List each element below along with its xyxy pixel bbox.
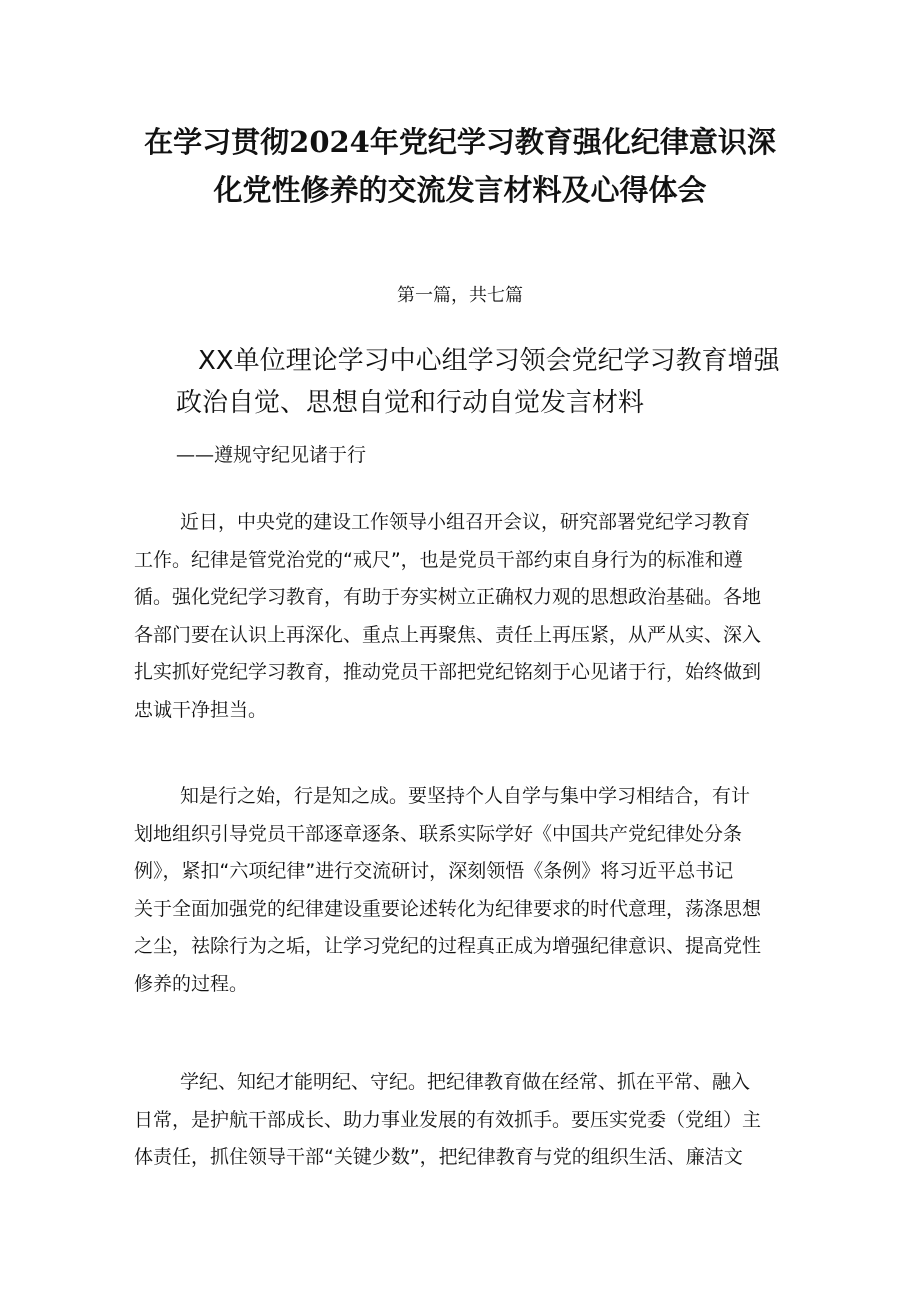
paragraph-2 [134,778,796,1004]
paragraph-line: 知是行之始，行是知之成。要坚持个人自学与集中学习相结合，有计 [180,785,751,807]
byline: ——遵规守纪见诸于行 [176,444,367,466]
paragraph-1 [134,504,796,730]
paragraph-line: 扎实抓好党纪学习教育，推动党员干部把党纪铭刻于心见诸于行，始终做到 [134,661,762,684]
paragraph-line: 体责任，抓住领导干部“关键少数”，把纪律教育与党的组织生活、廉洁文 [134,1146,743,1169]
title-line-2: 化党性修养的交流发言材料及心得体会 [213,173,707,207]
paragraph-line: 循。强化党纪学习教育，有助于夯实树立正确权力观的思想政治基础。各地 [134,586,762,609]
paragraph-line: 修养的过程。 [134,972,249,995]
paragraph-line: 学纪、知纪才能明纪、守纪。把纪律教育做在经常、抓在平常、融入 [180,1071,751,1093]
paragraph-line: 忠诚干净担当。 [134,698,268,721]
paragraph-line: 例》，紧扣“六项纪律”进行交流研讨，深刻领悟《条例》将习近平总书记 [134,860,734,883]
paragraph-line: 各部门要在认识上再深化、重点上再聚焦、责任上再压紧，从严从实、深入 [134,623,762,646]
paragraph-line: 近日，中央党的建设工作领导小组召开会议，研究部署党纪学习教育 [180,511,751,533]
section-heading-line-1: XX单位理论学习中心组学习领会党纪学习教育增强 [198,346,780,376]
section-heading [176,340,816,424]
paragraph-line: 关于全面加强党的纪律建设重要论述转化为纪律要求的时代意理，荡涤思想 [134,897,762,920]
section-heading-line-2: 政治自觉、思想自觉和行动自觉发言材料 [176,388,645,418]
part-label: 第一篇，共七篇 [397,285,523,306]
paragraph-line: 日常，是护航干部成长、助力事业发展的有效抓手。要压实党委（党组）主 [134,1108,762,1131]
title-line-1: 在学习贯彻2024年党纪学习教育强化纪律意识深 [144,125,776,159]
paragraph-line: 工作。纪律是管党治党的“戒尺”，也是党员干部约束自身行为的标准和遵 [134,548,743,571]
paragraph-3 [134,1064,796,1177]
paragraph-line: 之尘，祛除行为之垢，让学习党纪的过程真正成为增强纪律意识、提高党性 [134,935,762,958]
document-title [100,118,820,214]
paragraph-line: 划地组织引导党员干部逐章逐条、联系实际学好《中国共产党纪律处分条 [134,822,743,845]
